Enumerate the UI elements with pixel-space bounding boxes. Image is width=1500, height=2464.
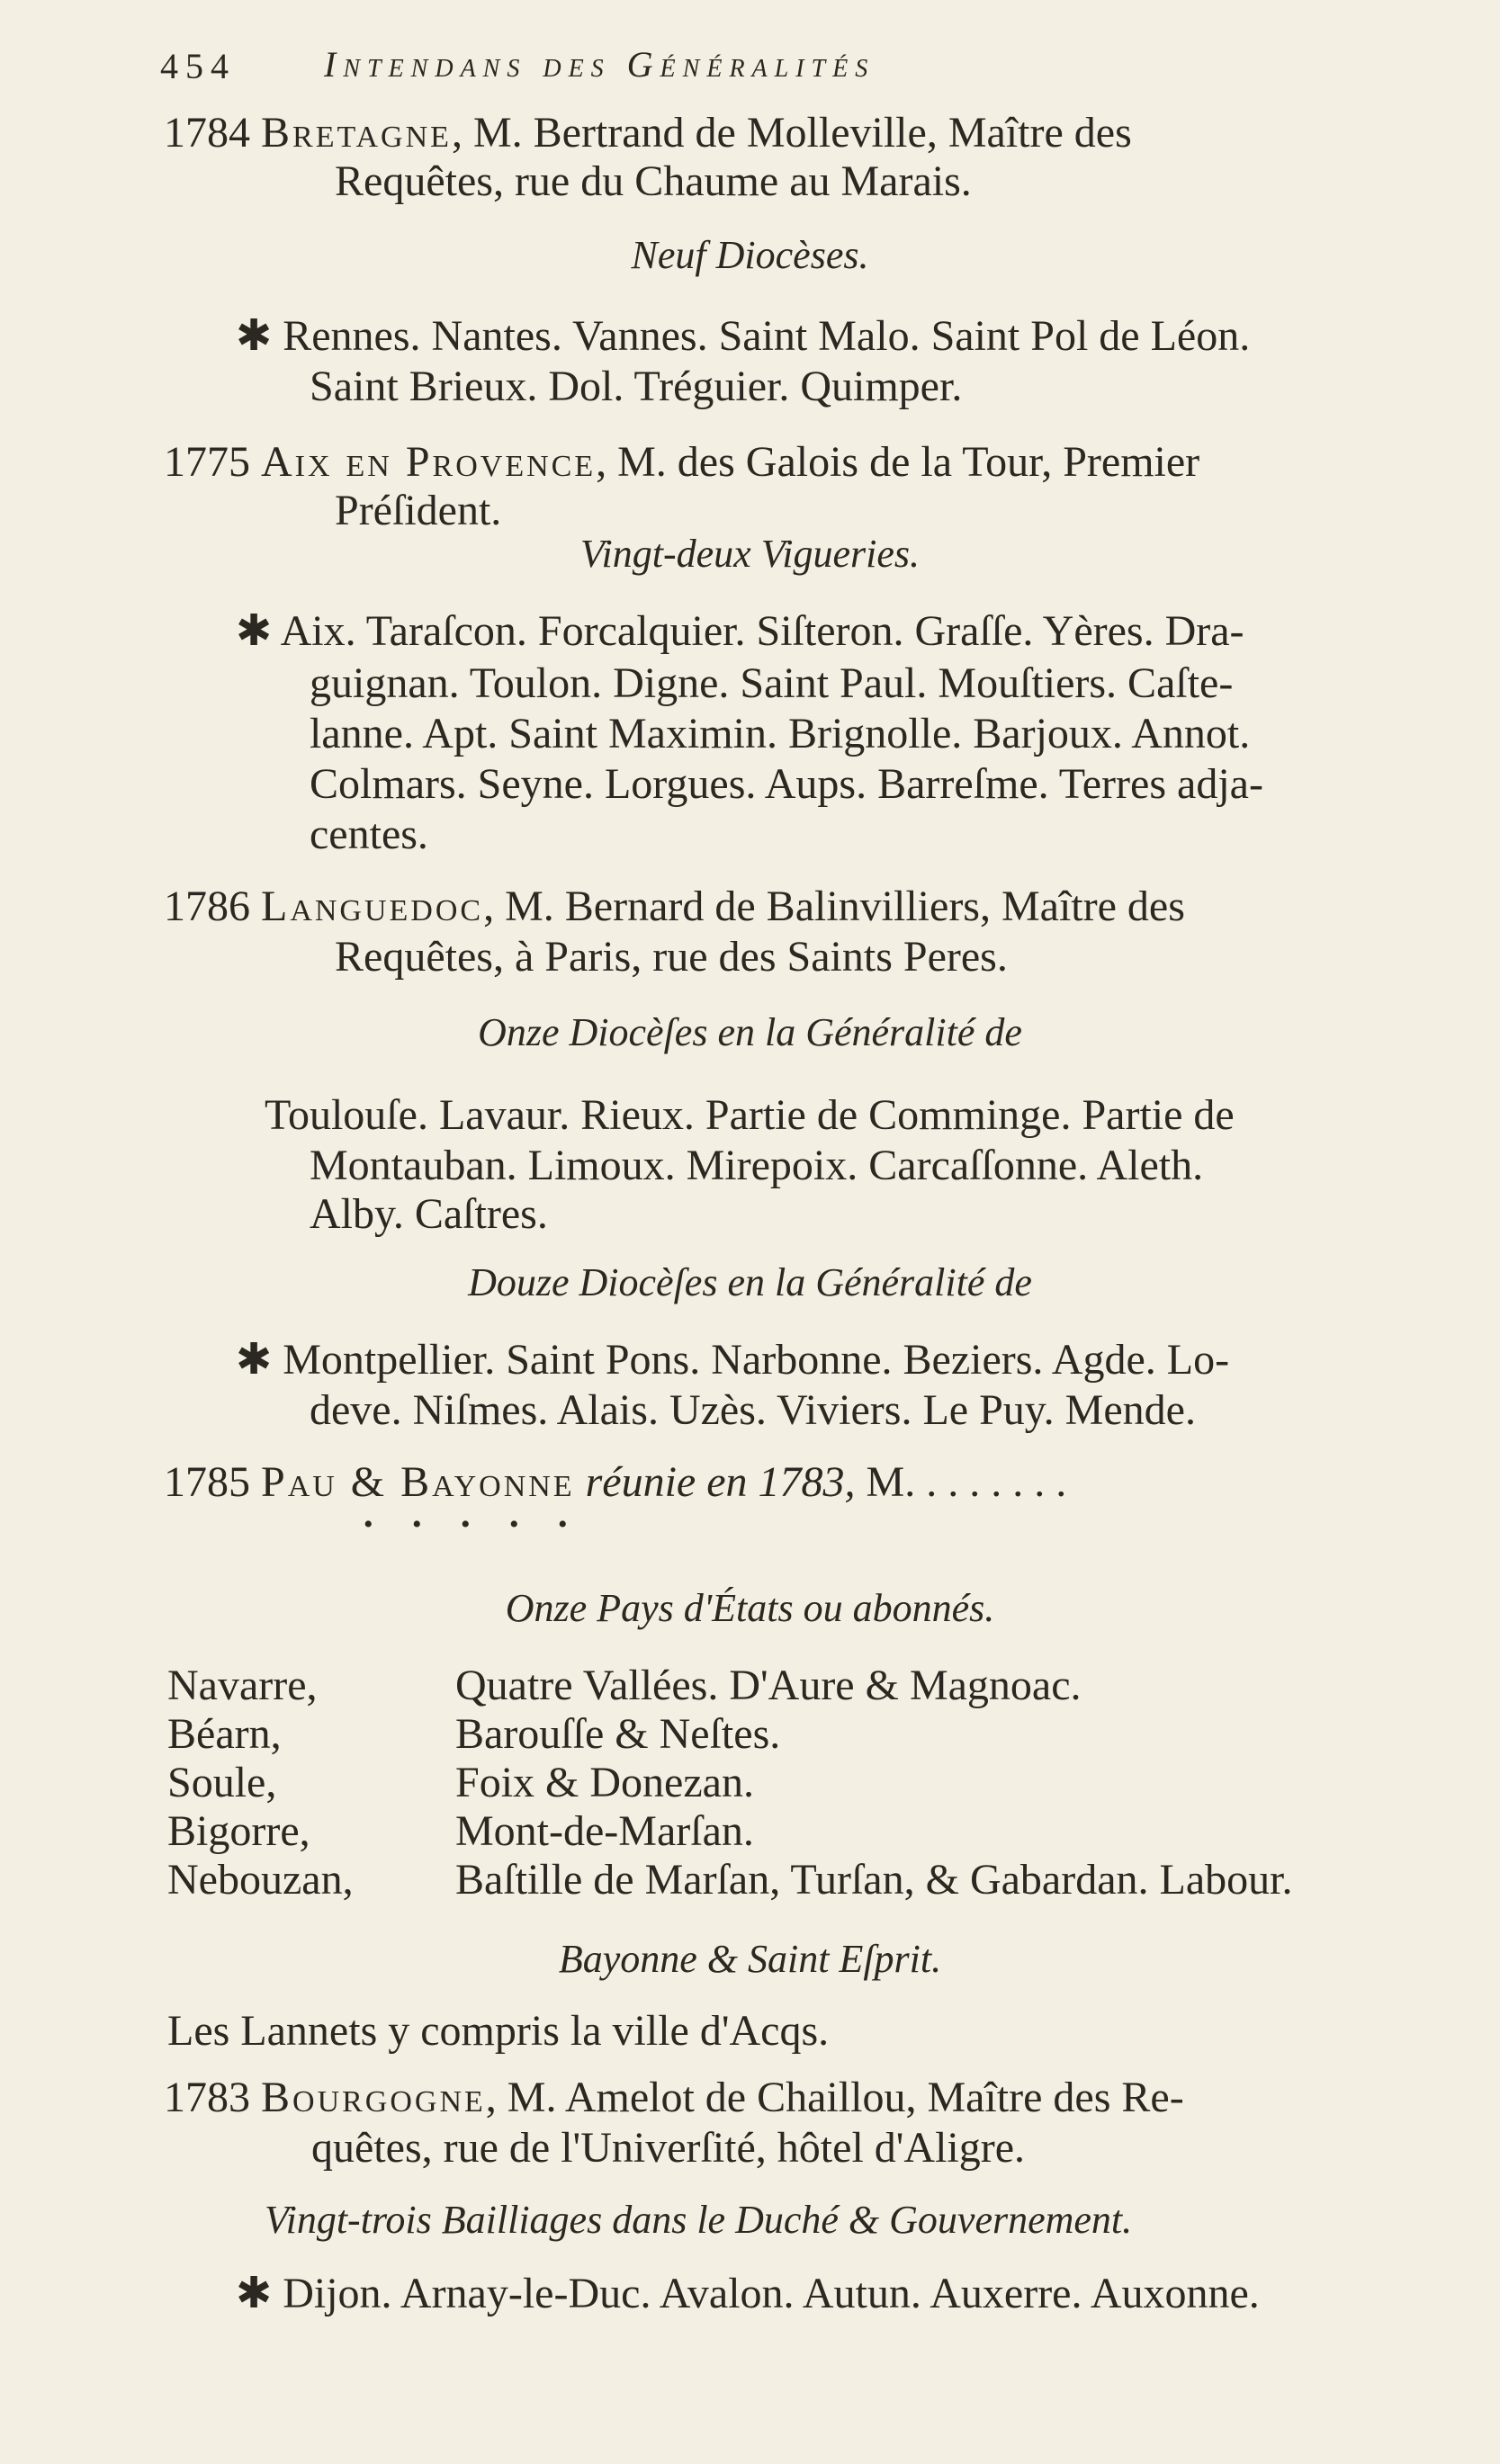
pays-name: Navarre, [167, 1662, 318, 1709]
pays-detail: Mont-de-Marſan. [455, 1807, 754, 1855]
entry-bourgogne [164, 2076, 1184, 2119]
entry-text-line: quêtes, rue de l'Univerſité, hôtel d'Aligre. [311, 2124, 1026, 2172]
subsection-title: Bayonne & Saint Eſprit. [558, 1937, 942, 1981]
entry-text: , M. Amelot de Chaillou, Maître des Re- [485, 2074, 1184, 2121]
entry-text: , M. des Galois de la Tour, Premier [596, 438, 1200, 486]
entry-note: réunie en 1783, [585, 1458, 856, 1506]
entry-year: 1786 [164, 883, 250, 930]
list-line: guignan. Toulon. Digne. Saint Paul. Mouſtiers. Caſte- [310, 659, 1234, 707]
pays-detail: Baſtille de Marſan, Turſan, & Gabardan. Labour. [455, 1856, 1293, 1904]
list-line: Colmars. Seyne. Lorgues. Aups. Barreſme. Terres adja- [310, 760, 1263, 808]
entry-text-line: Requêtes, à Paris, rue des Saints Peres. [335, 933, 1008, 981]
list-line: Toulouſe. Lavaur. Rieux. Partie de Comminge. Partie de [265, 1091, 1235, 1139]
entry-province: Bretagne [261, 109, 452, 157]
entry-text-line: Préſident. [335, 487, 502, 534]
running-title: Intendans des Généralités [324, 44, 876, 85]
list-line: Saint Brieux. Dol. Tréguier. Quimper. [310, 363, 963, 410]
entry-text-line: Requêtes, rue du Chaume au Marais. [335, 157, 972, 205]
placeholder-dots: • • • • • [364, 1510, 584, 1539]
entry-languedoc [164, 885, 1185, 928]
list-line: centes. [310, 811, 428, 858]
pays-detail: Foix & Donezan. [455, 1759, 754, 1806]
pays-detail: Quatre Vallées. D'Aure & Magnoac. [455, 1662, 1082, 1709]
entry-text: M. . . . . . . . [866, 1458, 1067, 1506]
entry-province: Languedoc [261, 883, 484, 930]
entry-pau-bayonne [164, 1458, 1067, 1506]
pays-name: Soule, [167, 1759, 277, 1806]
pays-name: Béarn, [167, 1710, 282, 1758]
list-line: lanne. Apt. Saint Maximin. Brignolle. Barjoux. Annot. [310, 710, 1251, 757]
pays-detail: Barouſſe & Neſtes. [455, 1710, 781, 1758]
entry-province: Aix en Provence [261, 438, 597, 486]
list-line: ✱ Rennes. Nantes. Vannes. Saint Malo. Saint Pol de Léon. [236, 312, 1251, 360]
page-number: 454 [160, 46, 236, 86]
list-line: ✱ Dijon. Arnay-le-Duc. Avalon. Autun. Auxerre. Auxonne. [236, 2270, 1260, 2317]
list-line: ✱ Montpellier. Saint Pons. Narbonne. Beziers. Agde. Lo- [236, 1336, 1230, 1384]
entry-bretagne [164, 109, 1132, 157]
entry-text: , M. Bertrand de Molleville, Maître des [451, 109, 1132, 157]
section-title: Neuf Diocèses. [631, 233, 869, 277]
list-line: Alby. Caſtres. [310, 1190, 548, 1238]
section-title: Onze Pays d'États ou abonnés. [505, 1586, 995, 1630]
subsection-text: Les Lannets y compris la ville d'Acqs. [167, 2007, 830, 2055]
section-title: Vingt-deux Vigueries. [579, 532, 921, 576]
entry-year: 1784 [164, 109, 250, 157]
section-title: Onze Diocèſes en la Généralité de [478, 1010, 1022, 1054]
section-title: Vingt-trois Bailliages dans le Duché & Gouvernement. [265, 2198, 1133, 2242]
list-line: Montauban. Limoux. Mirepoix. Carcaſſonne. Aleth. [310, 1142, 1204, 1189]
entry-aix [164, 438, 1200, 486]
entry-year: 1785 [164, 1458, 250, 1506]
entry-text: , M. Bernard de Balinvilliers, Maître des [483, 883, 1185, 930]
section-title: Douze Diocèſes en la Généralité de [468, 1260, 1032, 1304]
entry-province: Pau & Bayonne [261, 1458, 575, 1506]
entry-year: 1775 [164, 438, 250, 486]
pays-name: Bigorre, [167, 1807, 310, 1855]
entry-province: Bourgogne [261, 2074, 486, 2121]
list-line: ✱ Aix. Taraſcon. Forcalquier. Siſteron. Graſſe. Yères. Dra- [236, 607, 1244, 655]
list-line: deve. Niſmes. Alais. Uzès. Viviers. Le Puy. Mende. [310, 1386, 1196, 1434]
pays-name: Nebouzan, [167, 1856, 354, 1904]
entry-year: 1783 [164, 2074, 250, 2121]
